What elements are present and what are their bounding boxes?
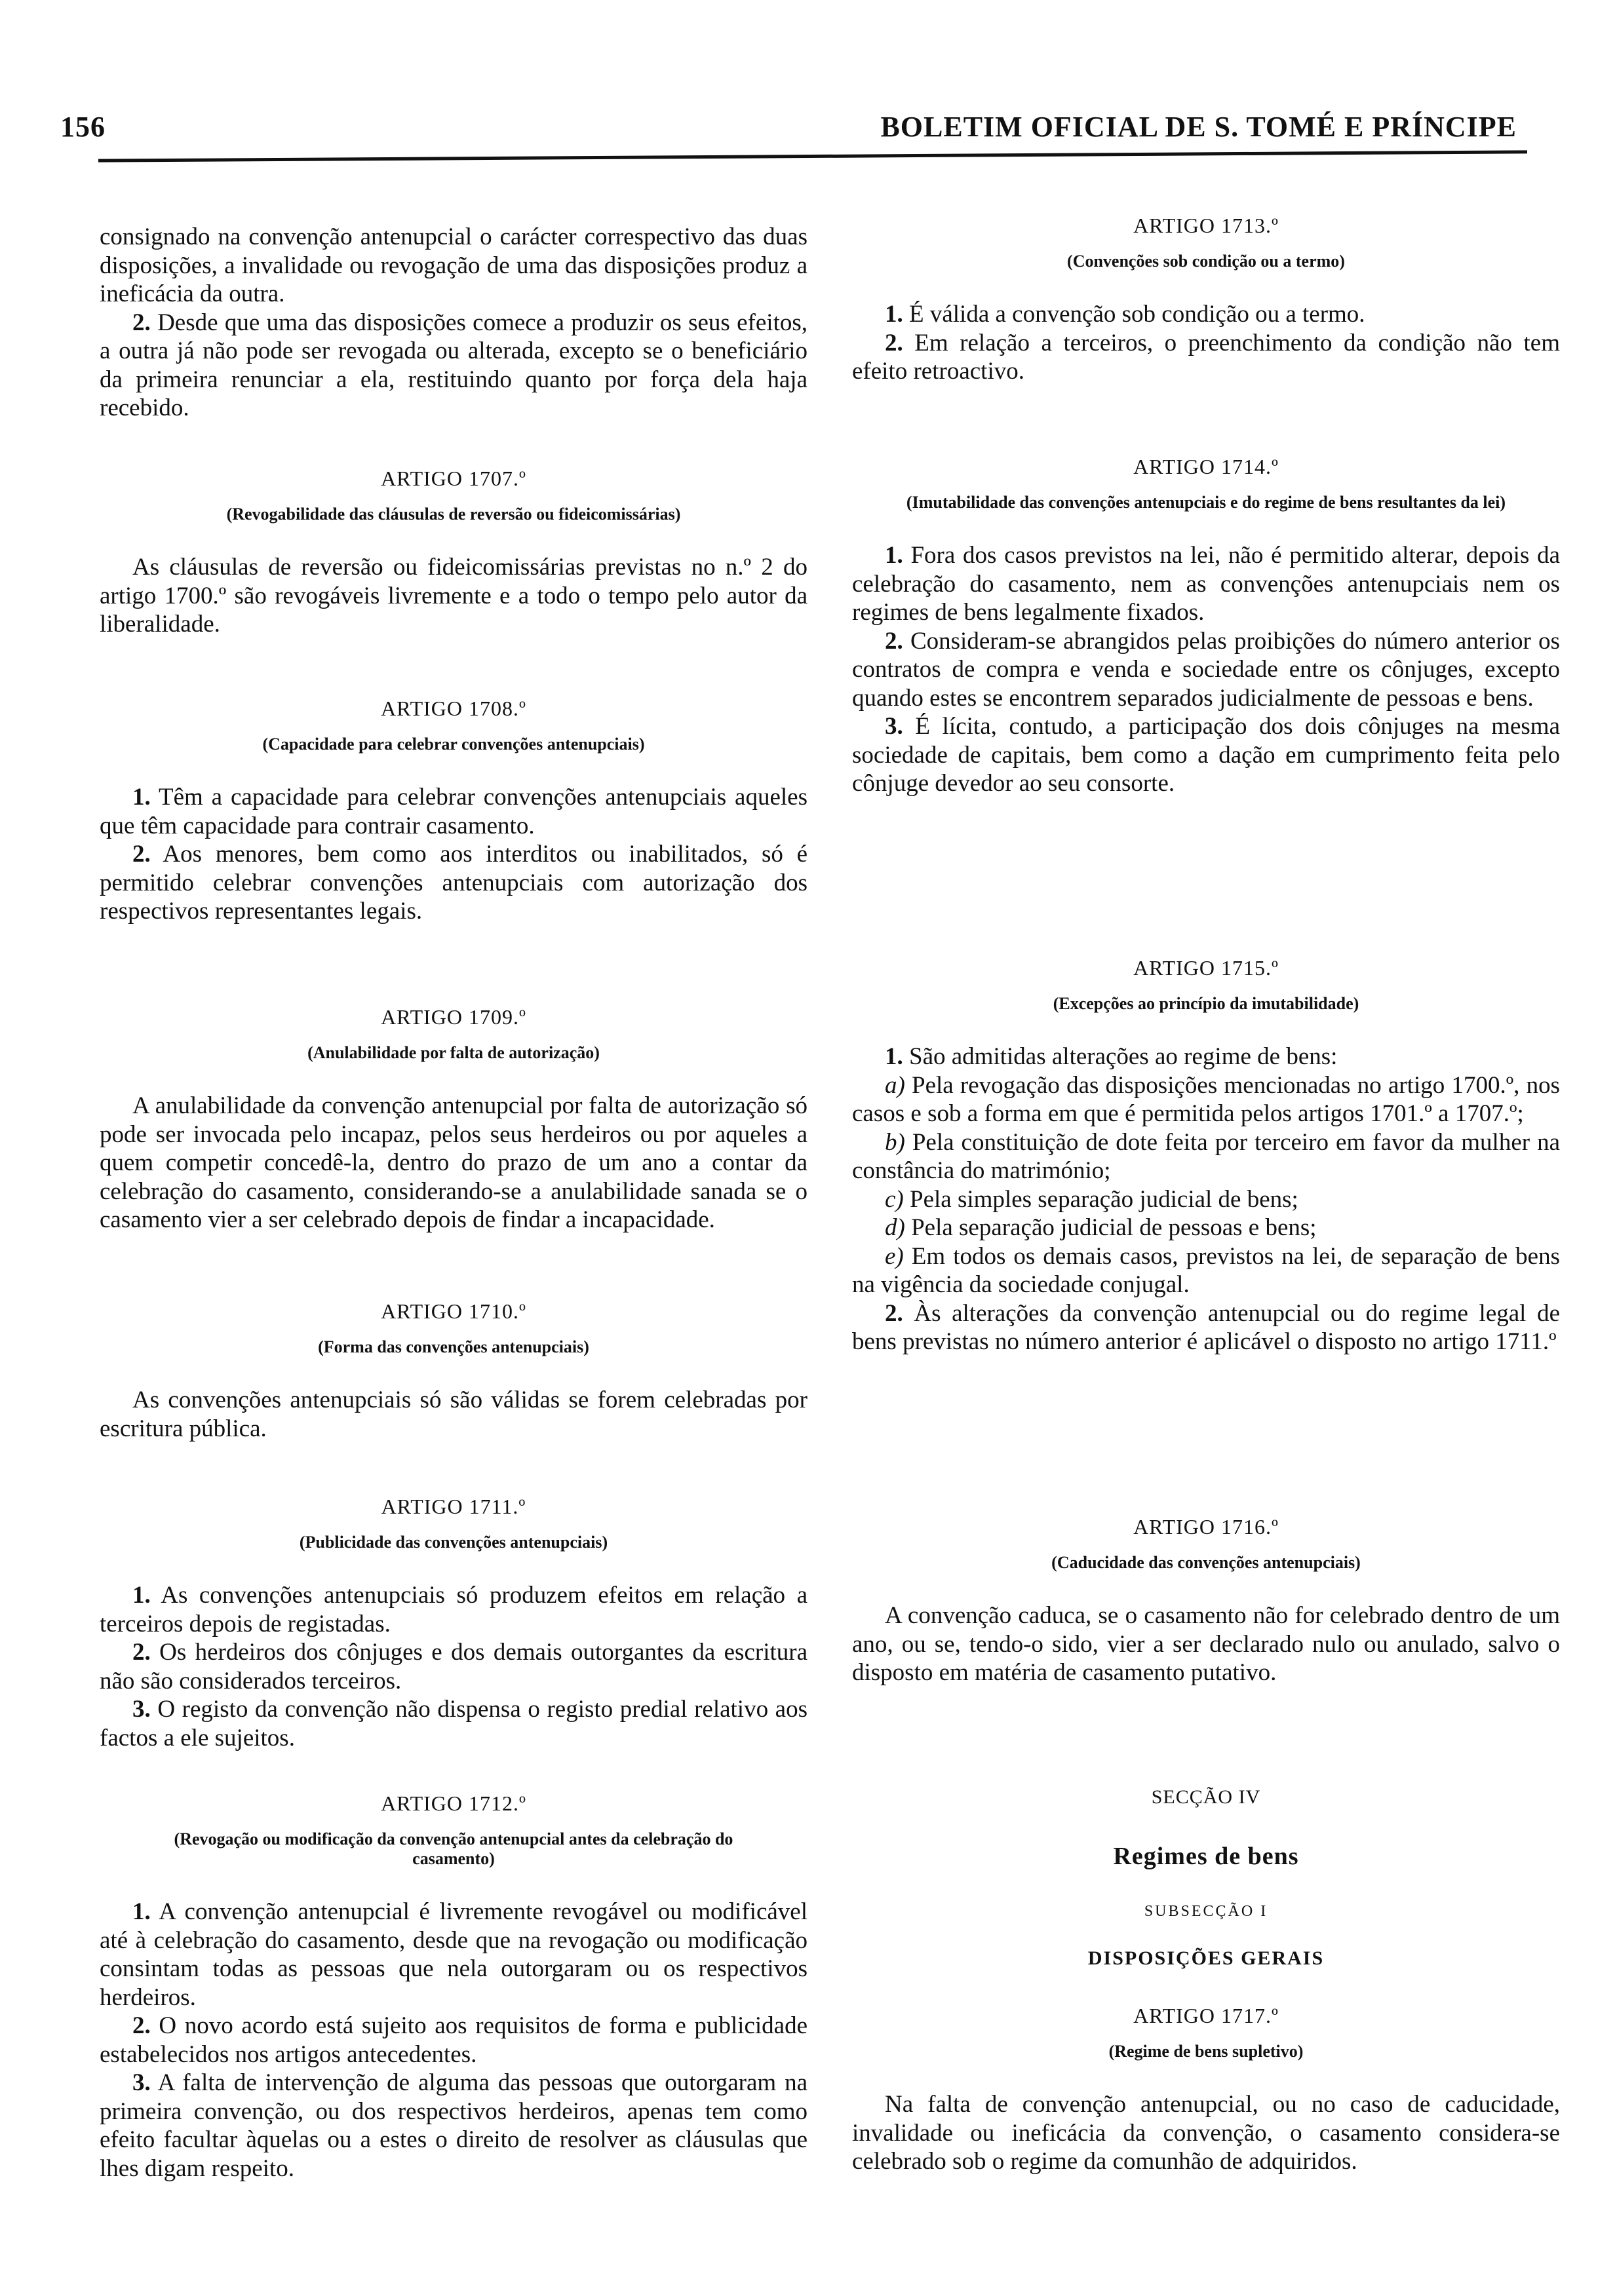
paragraph [100,1638,808,1695]
article [852,955,1560,1356]
paragraph-text: A convenção antenupcial é livremente revogável ou modificável até à celebração do casamento, desde que na revogação ou modificação consintam todas as pessoas que nela outorgaram ou os respectivos herdeiros. [100,1898,808,2011]
paragraph [852,1128,1560,1185]
paragraph [852,1601,1560,1687]
subparagraph-letter: d) [885,1214,905,1241]
article [100,223,808,423]
paragraph-text: O registo da convenção não dispensa o registo predial relativo aos factos a ele sujeitos. [100,1696,808,1751]
paragraph-text: Pela constituição de dote feita por terceiro em favor da mulher na constância do matrimónio; [852,1128,1561,1184]
subparagraph-letter: a) [885,1071,905,1099]
paragraph-number: 2. [132,1639,151,1666]
paragraph-text: É lícita, contudo, a participação dos dois cônjuges na mesma sociedade de capitais, bem como a dação em cumprimento feita pelo cônjuge devedor ao seu consorte. [852,713,1561,797]
page-number: 156 [60,111,106,143]
section-title: Regimes de bens [1113,1843,1299,1870]
paragraph [100,1386,808,1443]
paragraph-text: Consideram-se abrangidos pelas proibições do número anterior os contratos de compra e venda e sociedade entre os cônjuges, excepto quando estes se encontrem separados judicialmente de pessoas e bens. [852,627,1560,712]
article-heading: (Imutabilidade das convenções antenupciais e do regime de bens resultantes da lei) [906,493,1506,512]
article-heading: (Caducidade das convenções antenupciais) [1051,1553,1361,1572]
paragraph-number: 2. [132,309,151,336]
article [852,1514,1560,1687]
paragraph-text: As convenções antenupciais só são válidas se forem celebradas por escritura pública. [100,1387,808,1442]
paragraph-text: consignado na convenção antenupcial o carácter correspectivo das duas disposições, a invalidade ou revogação de uma das disposições produz a ineficácia da outra. [100,223,808,307]
article-number: ARTIGO 1707.º [381,467,526,490]
paragraph [852,1242,1560,1299]
paragraph [852,1214,1560,1242]
paragraph-number: 2. [885,627,903,655]
publication-title: BOLETIM OFICIAL DE S. TOMÉ E PRÍNCIPE [880,111,1517,143]
paragraph [852,627,1560,713]
article-number: ARTIGO 1712.º [381,1791,526,1815]
paragraph [100,1581,808,1638]
article [100,465,808,639]
article-number: ARTIGO 1709.º [381,1005,526,1029]
paragraph [100,553,808,639]
seccao-label: SECÇÃO IV [1151,1786,1261,1808]
article-heading: (Capacidade para celebrar convenções antenupciais) [262,735,645,754]
article-number: ARTIGO 1715.º [1133,956,1279,980]
paragraph-number: 1. [885,542,903,569]
subparagraph-letter: c) [885,1185,904,1213]
article [100,1298,808,1443]
paragraph [100,1092,808,1234]
article [852,212,1560,386]
paragraph-text: São admitidas alterações ao regime de bens: [909,1043,1338,1070]
article [852,453,1560,798]
paragraph [100,1695,808,1752]
article-number: ARTIGO 1714.º [1133,455,1279,478]
paragraph-text: As cláusulas de reversão ou fideicomissárias previstas no n.º 2 do artigo 1700.º são revogáveis livremente e a todo o tempo pelo autor da liberalidade. [100,554,808,638]
paragraph-number: 3. [132,2069,151,2096]
paragraph [100,2012,808,2069]
paragraph-number: 2. [132,841,151,868]
paragraph-text: Pela simples separação judicial de bens; [910,1185,1298,1213]
article [100,1004,808,1234]
paragraph-number: 2. [132,2012,151,2039]
paragraph-text: Fora dos casos previstos na lei, não é permitido alterar, depois da celebração do casamento, nem as convenções antenupciais nem os regimes de bens legalmente fixados. [852,542,1561,626]
article-number: ARTIGO 1711.º [381,1495,526,1518]
paragraph [852,300,1560,329]
paragraph-text: A falta de intervenção de alguma das pessoas que outorgaram na primeira convenção, ou dos respectivos herdeiros, apenas tem como efeito facultar àquelas ou a estes o direito de resolver as cláusulas que lhes digam respeito. [100,2069,808,2182]
paragraph [852,1043,1560,1071]
article-number: ARTIGO 1713.º [1133,214,1279,237]
paragraph [100,783,808,840]
paragraph-number: 1. [885,1043,903,1070]
paragraph-text: Desde que uma das disposições comece a produzir os seus efeitos, a outra já não pode ser revogada ou alterada, excepto se o beneficiário da primeira renunciar a ela, restituindo quanto por força dela haja recebido. [100,309,808,421]
paragraph [852,1185,1560,1214]
paragraph [852,712,1560,798]
paragraph-number: 3. [885,713,903,740]
article [100,1790,808,2183]
article [100,695,808,926]
paragraph-text: Na falta de convenção antenupcial, ou no caso de caducidade, invalidade ou ineficácia da convenção, o casamento considera-se celebrado sob o regime da comunhão de adquiridos. [852,2091,1560,2175]
paragraph-number: 1. [132,1898,151,1925]
paragraph-text: Às alterações da convenção antenupcial ou do regime legal de bens previstas no número anterior é aplicável o disposto no artigo 1711.º [852,1299,1560,1355]
article-heading: (Revogabilidade das cláusulas de reversão ou fideicomissárias) [226,505,681,524]
paragraph-number: 1. [132,1582,151,1609]
paragraph-text: Têm a capacidade para celebrar convenções antenupciais aqueles que têm capacidade para contrair casamento. [100,784,808,839]
article [852,2002,1560,2176]
paragraph [100,840,808,926]
header-rule [98,150,1527,162]
paragraph [852,1071,1560,1128]
paragraph [100,1898,808,2012]
paragraph-text: A anulabilidade da convenção antenupcial por falta de autorização só pode ser invocada pelo incapaz, pelos seus herdeiros ou por aqueles a quem competir concedê-la, dentro do prazo de um ano a contar da celebração do casamento, considerando-se a anulabilidade sanada se o casamento vier a ser celebrado depois de findar a incapacidade. [100,1092,808,1233]
paragraph [852,1299,1560,1356]
paragraph [100,223,808,309]
article-heading: (Convenções sob condição ou a termo) [1067,252,1345,271]
article-heading: (Forma das convenções antenupciais) [318,1337,589,1356]
paragraph-text: As convenções antenupciais só produzem efeitos em relação a terceiros depois de registadas. [100,1582,808,1637]
paragraph-text: A convenção caduca, se o casamento não for celebrado dentro de um ano, ou se, tendo-o sido, vier a ser declarado nulo ou anulado, salvo o disposto em matéria de casamento putativo. [852,1602,1560,1686]
paragraph-number: 3. [132,1696,151,1723]
paragraph [852,541,1560,627]
paragraph [100,309,808,423]
subparagraph-letter: e) [885,1242,904,1270]
article-heading: (Anulabilidade por falta de autorização) [307,1043,600,1062]
subseccao-label: SUBSECÇÃO I [1144,1903,1268,1920]
paragraph [852,2090,1560,2176]
article-heading: (Publicidade das convenções antenupciais) [299,1533,608,1552]
article-number: ARTIGO 1716.º [1133,1515,1279,1539]
paragraph-text: Os herdeiros dos cônjuges e dos demais outorgantes da escritura não são considerados terceiros. [100,1639,808,1694]
paragraph-text: Pela revogação das disposições mencionadas no artigo 1700.º, nos casos e sob a forma em que é permitida pelos artigos 1701.º a 1707.º; [852,1071,1561,1127]
article-number: ARTIGO 1708.º [381,697,526,720]
section-heading [852,1784,1560,1972]
subparagraph-letter: b) [885,1128,905,1156]
article-number: ARTIGO 1710.º [381,1299,526,1323]
subsection-title: DISPOSIÇÕES GERAIS [1087,1947,1325,1969]
paragraph-number: 1. [885,301,903,328]
paragraph-text: Em relação a terceiros, o preenchimento da condição não tem efeito retroactivo. [852,329,1560,385]
paragraph-text: É válida a convenção sob condição ou a termo. [909,301,1365,328]
article [100,1493,808,1752]
paragraph-text: Em todos os demais casos, previstos na lei, de separação de bens na vigência da sociedade conjugal. [852,1242,1560,1298]
article-number: ARTIGO 1717.º [1133,2004,1279,2027]
paragraph-number: 2. [885,329,903,356]
paragraph-text: Aos menores, bem como aos interditos ou inabilitados, só é permitido celebrar convenções antenupciais com autorização dos respectivos representantes legais. [100,841,808,925]
paragraph-number: 2. [885,1299,903,1327]
article-heading: (Excepções ao princípio da imutabilidade) [1053,994,1359,1013]
paragraph-text: O novo acordo está sujeito aos requisitos de forma e publicidade estabelecidos nos artigos antecedentes. [100,2012,808,2068]
article-heading: (Revogação ou modificação da convenção antenupcial antes da celebração do casamento) [174,1829,733,1868]
paragraph [100,2069,808,2183]
paragraph [852,329,1560,386]
paragraph-text: Pela separação judicial de pessoas e bens; [911,1214,1317,1241]
article-heading: (Regime de bens supletivo) [1108,2042,1304,2061]
paragraph-number: 1. [132,784,151,811]
